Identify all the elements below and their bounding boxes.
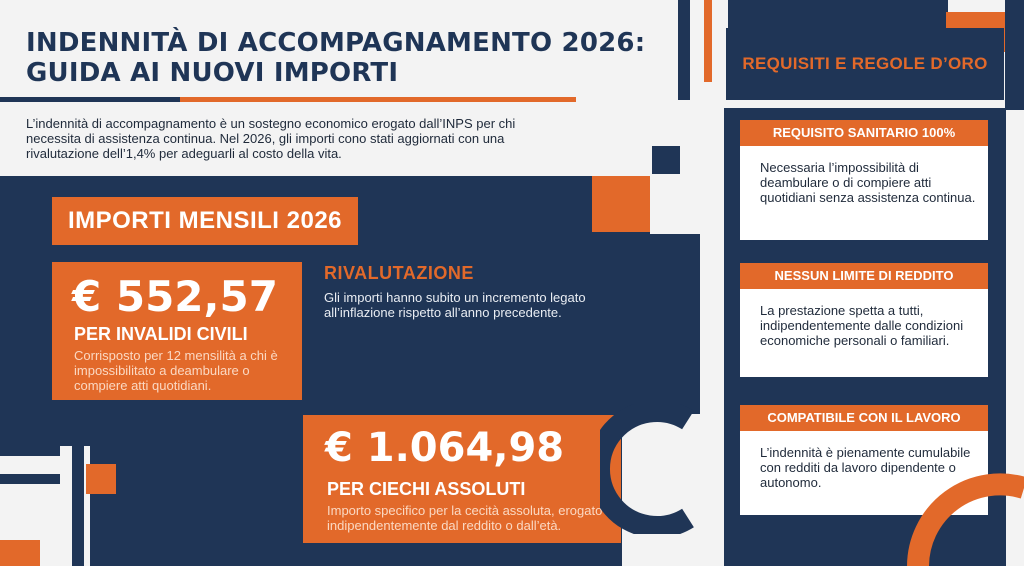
label-invalidi: PER INVALIDI CIVILI [74,324,248,344]
decor-top-bar [678,0,690,100]
requirement-title: NESSUN LIMITE DI REDDITO [740,263,988,289]
requirement-card [740,120,988,240]
page-title: INDENNITÀ DI ACCOMPAGNAMENTO 2026: GUIDA AI NUOVI IMPORTI [26,28,646,88]
decor-stripe-vertical [72,446,84,566]
amount-invalidi: € 552,57 [72,272,278,321]
rivalutazione-title: RIVALUTAZIONE [324,263,474,283]
decor-edge [0,176,6,256]
decor-square-orange [0,540,40,566]
panel-notch [650,176,700,234]
amounts-heading: IMPORTI MENSILI 2026 [52,197,358,245]
description-invalidi: Corrisposto per 12 mensilità a chi è impossibilitato a deambulare o compiere atti quotidiani. [74,348,278,393]
requirement-text: Necessaria l’impossibilità di deambulare o di compiere atti quotidiani senza assistenza continua. [760,160,976,205]
panel-notch-orange [592,176,650,232]
amount-ciechi: € 1.064,98 [325,425,565,471]
intro-text: L’indennità di accompagnamento è un sostegno economico erogato dall’INPS per chi necessita di assistenza continua. Nel 2026, gli importi cono stati aggiornati con una rivalutazione dell’1,4% per adeguarli al costo della vita. [26,116,516,161]
decor-stripe [0,446,60,456]
decor-top-bar-orange [704,0,712,82]
title-underline [0,97,180,102]
requirement-text: La prestazione spetta a tutti, indipendentemente dalle condizioni economiche personali o familiari. [760,303,964,348]
decor-square [652,146,680,174]
description-ciechi: Importo specifico per la cecità assoluta, erogato indipendentemente dal reddito o dall’età. [327,503,603,533]
decor-square-orange [86,464,116,494]
decor-top-right-corner [1005,0,1024,110]
label-ciechi: PER CIECHI ASSOLUTI [327,479,526,499]
amount-card-ciechi [303,415,621,543]
amount-card-invalidi [52,262,302,400]
requirement-title: COMPATIBILE CON IL LAVORO [740,405,988,431]
requirements-heading: REQUISITI E REGOLE D’ORO [726,28,1004,100]
decor-top-right-block [728,0,948,28]
requirement-title: REQUISITO SANITARIO 100% [740,120,988,146]
decor-arc [600,404,700,534]
requirement-card [740,263,988,377]
decor-stripe [0,474,60,484]
requirement-text: L’indennità è pienamente cumulabile con redditi da lavoro dipendente o autonomo. [760,445,971,490]
rivalutazione-text: Gli importi hanno subito un incremento legato all’inflazione rispetto all’anno precedente. [324,290,586,320]
decor-arc-orange [904,470,1024,566]
title-underline-orange [180,97,576,102]
